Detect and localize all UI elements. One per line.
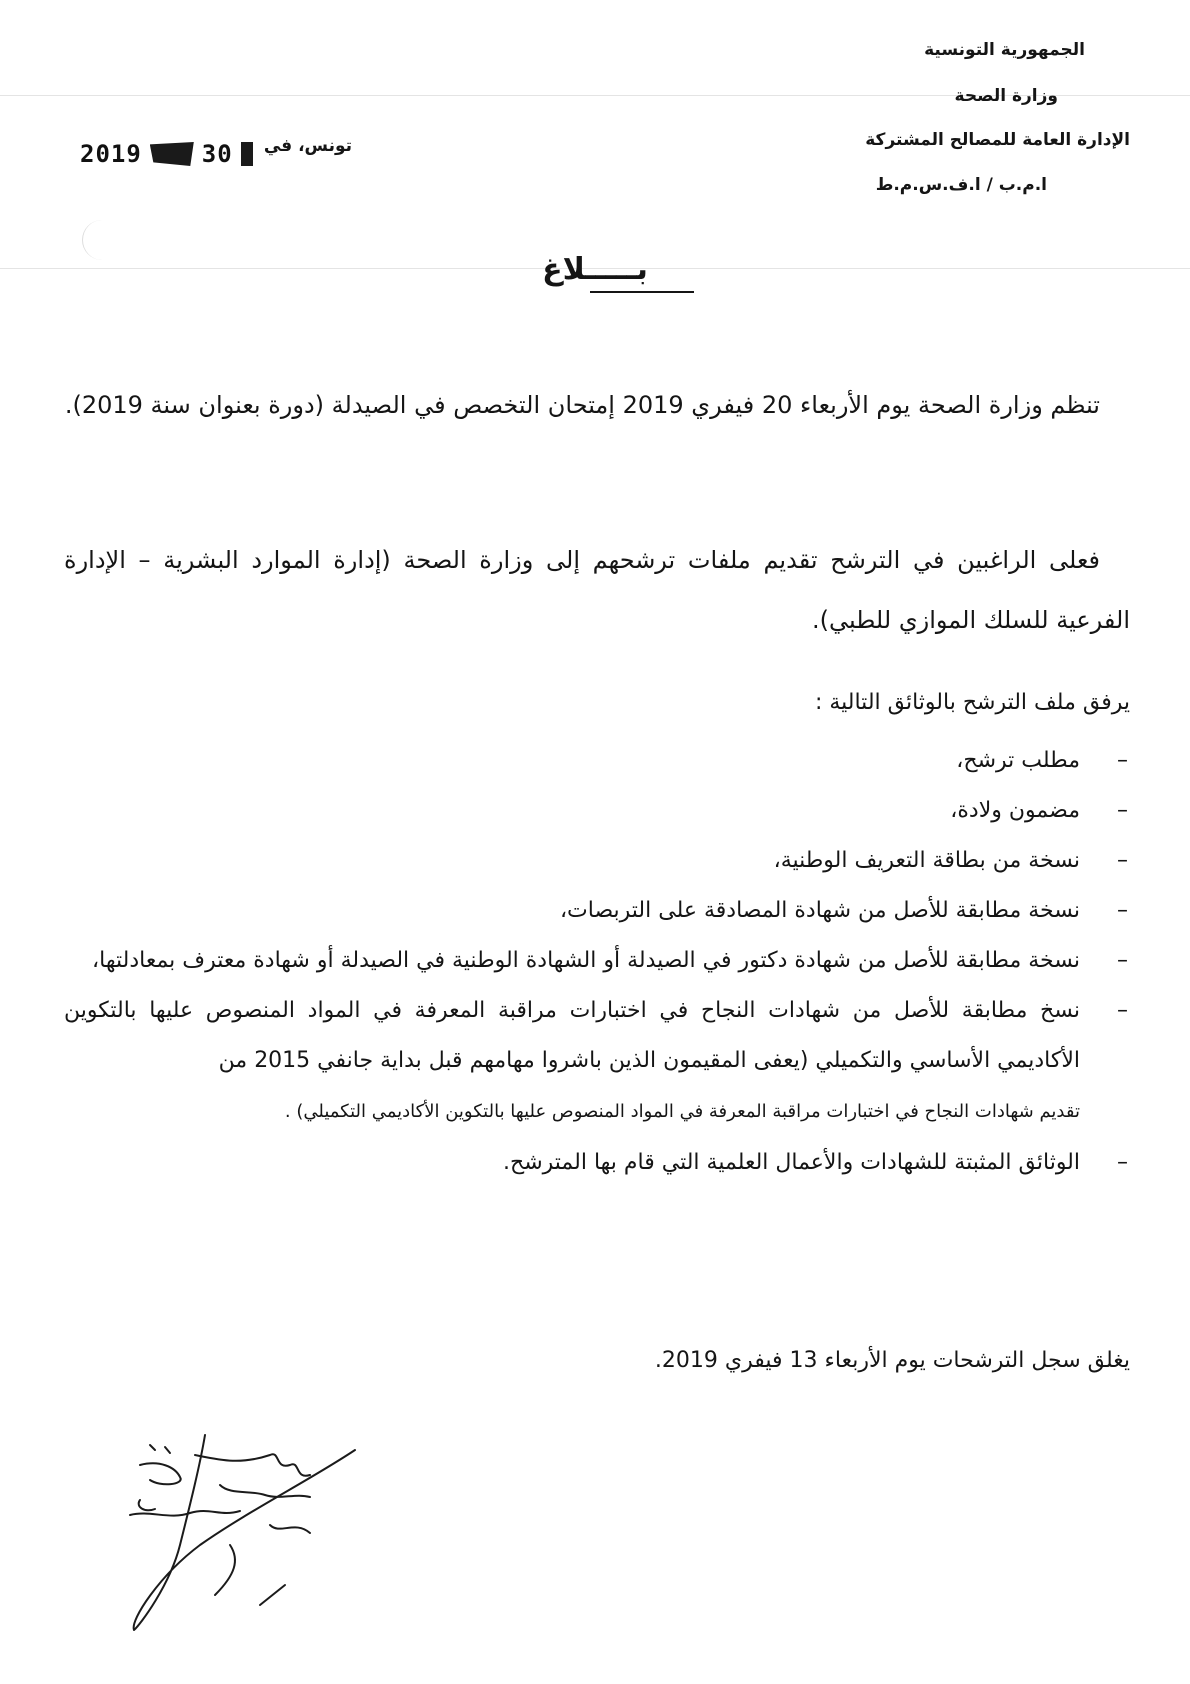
stamp-year: 2019	[80, 140, 142, 168]
stamp-smudge	[241, 142, 253, 166]
paragraph-2-text: فعلى الراغبين في الترشح تقديم ملفات ترشحهم إلى وزارة الصحة (إدارة الموارد البشرية – الإدارة الفرعية للسلك الموازي للطبي).	[64, 546, 1130, 634]
handwritten-signature	[120, 1425, 400, 1635]
list-item-text: مطلب ترشح،	[956, 748, 1080, 773]
list-item-text: نسخة مطابقة للأصل من شهادة دكتور في الصيدلة أو الشهادة الوطنية في الصيدلة أو شهادة معترف بمعادلتها،	[92, 948, 1080, 973]
list-item-text: الوثائق المثبتة للشهادات والأعمال العلمية التي قام بها المترشح.	[503, 1150, 1080, 1175]
list-dash: –	[1117, 1150, 1128, 1175]
republic-label: الجمهورية التونسية	[924, 40, 1085, 60]
list-item-continuation: تقديم شهادات النجاح في اختبارات مراقبة المعرفة في المواد المنصوص عليها بالتكوين الأكاديمي التكميلي) .	[284, 1101, 1080, 1122]
list-item-text: مضمون ولادة،	[950, 798, 1080, 823]
ministry-label: وزارة الصحة	[954, 86, 1058, 106]
list-item	[64, 1138, 1130, 1188]
place-date-label: تونس، في	[263, 136, 352, 156]
list-item	[64, 736, 1130, 786]
list-dash: –	[1117, 748, 1128, 773]
list-dash: –	[1117, 948, 1128, 973]
documents-list	[64, 736, 1130, 1188]
stamp-day: 30	[201, 140, 233, 168]
list-item-text: نسخ مطابقة للأصل من شهادات النجاح في اختبارات مراقبة المعرفة في المواد المنصوص عليها بالتكوين الأكاديمي الأساسي والتكميلي (يعفى المقيمون الذين باشروا مهامهم قبل بداية جانفي 2015 من	[64, 998, 1080, 1073]
list-dash: –	[1117, 998, 1128, 1023]
stamp-month-smudge	[150, 142, 194, 166]
document-title: بـــــلاغ	[542, 252, 648, 287]
closing-deadline: يغلق سجل الترشحات يوم الأربعاء 13 فيفري 2019.	[654, 1348, 1130, 1373]
list-item-text: نسخة من بطاقة التعريف الوطنية،	[773, 848, 1080, 873]
documents-lead: يرفق ملف الترشح بالوثائق التالية :	[814, 690, 1130, 715]
paragraph-application-instructions	[64, 530, 1130, 650]
list-dash: –	[1117, 898, 1128, 923]
list-item-text: نسخة مطابقة للأصل من شهادة المصادقة على التربصات،	[559, 898, 1080, 923]
title-underline	[590, 291, 694, 293]
list-item	[64, 986, 1130, 1138]
list-dash: –	[1117, 848, 1128, 873]
date-stamp	[80, 140, 253, 168]
directorate-label: الإدارة العامة للمصالح المشتركة	[865, 130, 1130, 150]
list-item	[64, 786, 1130, 836]
list-dash: –	[1117, 798, 1128, 823]
list-item	[64, 886, 1130, 936]
paragraph-1-text: تنظم وزارة الصحة يوم الأربعاء 20 فيفري 2019 إمتحان التخصص في الصيدلة (دورة بعنوان سنة 2019).	[64, 391, 1100, 419]
reference-code: ا.م.ب / ا.ف.س.م.ط	[875, 175, 1047, 195]
paragraph-exam-announcement	[64, 375, 1130, 435]
list-item	[64, 936, 1130, 986]
list-item	[64, 836, 1130, 886]
